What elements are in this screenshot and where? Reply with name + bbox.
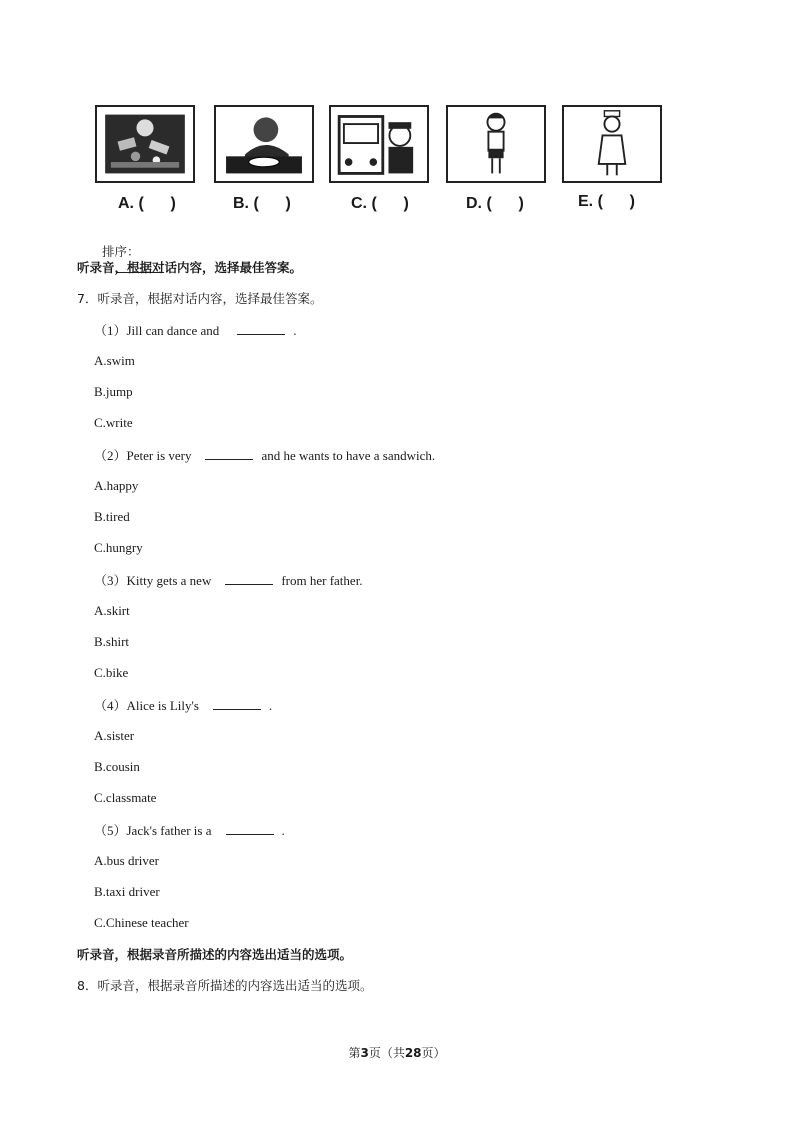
page-footer — [0, 1044, 794, 1061]
q7-item-3-option-a[interactable]: A.skirt — [94, 603, 130, 618]
q7-item-2 — [94, 447, 435, 464]
q7-item-2-option-c[interactable]: C.hungry — [94, 540, 143, 555]
picture-d — [446, 105, 546, 183]
footer-page-number: 3 — [360, 1046, 369, 1060]
bus-driver-icon — [331, 107, 427, 181]
picture-label-d: D. ( ) — [466, 195, 524, 212]
section7-header: 听录音，根据对话内容，选择最佳答案。 — [77, 260, 303, 275]
picture-label-b: B. ( ) — [233, 195, 291, 212]
q7-item-5-post: . — [281, 823, 285, 838]
q7-item-1-option-a[interactable]: A.swim — [94, 353, 135, 368]
picture-label-e: E. ( ) — [578, 193, 635, 210]
q7-item-5-text: （5）Jack's father is a — [94, 823, 212, 838]
q7-item-4-blank[interactable] — [213, 697, 261, 710]
q7-item-2-post: and he wants to have a sandwich. — [261, 448, 436, 463]
q7-item-1-post: . — [293, 323, 297, 338]
q7-item-3-blank[interactable] — [225, 572, 273, 585]
picture-b — [214, 105, 314, 183]
boy-icon — [448, 107, 544, 181]
q7-item-5-option-c[interactable]: C.Chinese teacher — [94, 915, 189, 930]
q7-item-5 — [94, 822, 285, 839]
question7-stem: 7．听录音，根据对话内容，选择最佳答案。 — [77, 291, 323, 306]
messy-desk-icon — [97, 107, 193, 181]
q7-item-4-option-a[interactable]: A.sister — [94, 728, 135, 743]
q7-item-4-text: （4）Alice is Lily's — [94, 698, 199, 713]
q7-item-3-post: from her father. — [281, 573, 363, 588]
footer-mid: 页（共 — [368, 1046, 405, 1060]
q7-item-5-option-b[interactable]: B.taxi driver — [94, 884, 160, 899]
picture-label-a: A. ( ) — [118, 195, 176, 212]
footer-pre: 第 — [348, 1046, 361, 1060]
footer-total-pages: 28 — [404, 1046, 422, 1060]
sort-label: 排序： — [101, 244, 140, 259]
q7-item-1 — [94, 322, 297, 339]
section8-header: 听录音，根据录音所描述的内容选出适当的选项。 — [77, 947, 353, 962]
q7-item-2-text: （2）Peter is very — [94, 448, 192, 463]
q7-item-1-option-c[interactable]: C.write — [94, 415, 133, 430]
q7-item-2-option-a[interactable]: A.happy — [94, 478, 139, 493]
picture-c — [329, 105, 429, 183]
q7-item-4-post: . — [268, 698, 273, 713]
q7-item-4-option-b[interactable]: B.cousin — [94, 759, 140, 774]
q7-item-4-option-c[interactable]: C.classmate — [94, 790, 157, 805]
q7-item-3-text: （3）Kitty gets a new — [94, 573, 212, 588]
question8-stem: 8．听录音，根据录音所描述的内容选出适当的选项。 — [77, 978, 373, 993]
q7-item-4 — [94, 697, 272, 714]
q7-item-5-option-a[interactable]: A.bus driver — [94, 853, 159, 868]
q7-item-2-blank[interactable] — [205, 447, 253, 460]
man-eating-icon — [216, 107, 312, 181]
q7-item-1-option-b[interactable]: B.jump — [94, 384, 133, 399]
q7-item-2-option-b[interactable]: B.tired — [94, 509, 130, 524]
q7-item-5-blank[interactable] — [226, 822, 274, 835]
picture-label-c: C. ( ) — [351, 195, 409, 212]
q7-item-1-text: （1）Jill can dance and — [94, 323, 220, 338]
footer-post: 页） — [421, 1046, 446, 1060]
q7-item-3 — [94, 572, 363, 589]
q7-item-3-option-b[interactable]: B.shirt — [94, 634, 130, 649]
picture-a — [95, 105, 195, 183]
picture-e — [562, 105, 662, 183]
nurse-icon — [564, 107, 660, 181]
q7-item-3-option-c[interactable]: C.bike — [94, 665, 129, 680]
q7-item-1-blank[interactable] — [237, 322, 285, 335]
